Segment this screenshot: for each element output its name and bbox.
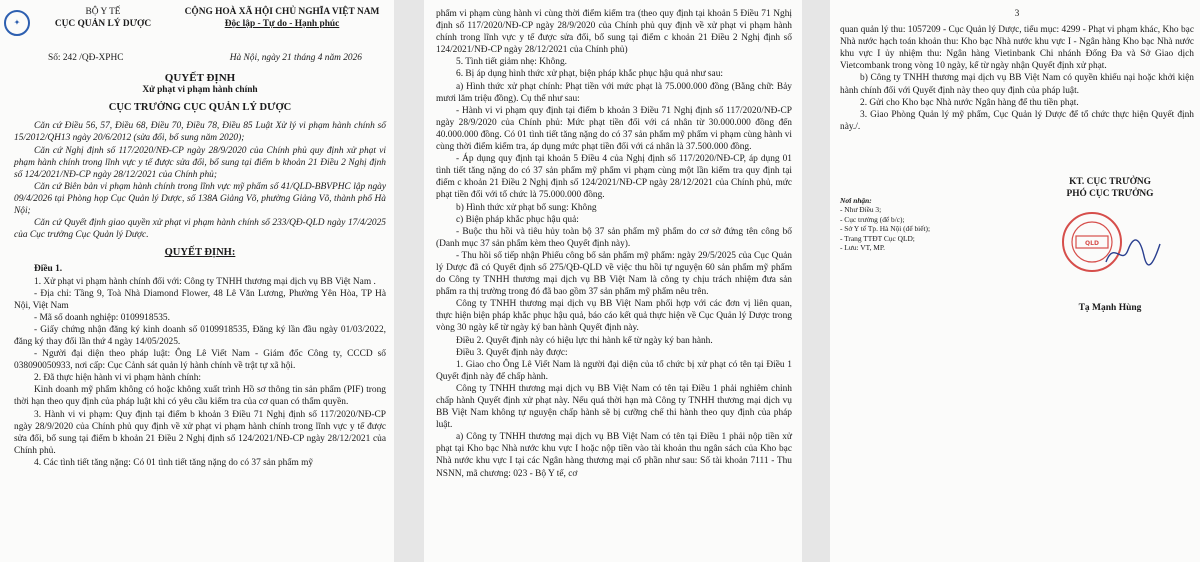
body-paragraph: 6. Bị áp dụng hình thức xử phạt, biện pháp khắc phục hậu quả như sau: (456, 69, 724, 80)
article-paragraph: Điều 2. Quyết định này có hiệu lực thi hành kể từ ngày ký ban hành. (456, 335, 713, 346)
body-paragraph: Kinh doanh mỹ phẩm không có hoặc không xuất trình Hồ sơ thông tin sản phẩm (PIF) trong thời hạn theo quy định của pháp luật khi có yêu cầu kiểm tra của cơ quan có thẩm quyền. (14, 385, 386, 408)
page-gap (802, 0, 830, 562)
body-paragraph: - Giấy chứng nhận đăng ký kinh doanh số 0109918535, Đăng ký lần đầu ngày 01/03/2022, đăng ký thay đổi lần thứ 4 ngày 14/05/2025. (14, 324, 386, 347)
svg-text:QLD: QLD (1085, 240, 1099, 247)
motto: Độc lập - Tự do - Hạnh phúc (224, 19, 340, 30)
body-paragraph: 2. Gửi cho Kho bạc Nhà nước Ngân hàng để thu tiền phạt. (860, 97, 1079, 108)
agency-block (14, 6, 178, 50)
article-paragraph: Điều 3. Quyết định này được: (456, 347, 568, 358)
document-page-1 (0, 0, 394, 562)
body-paragraph: 3. Hành vi vi phạm: Quy định tại điểm b khoản 3 Điều 71 Nghị định số 117/2020/NĐ-CP ngày 28/9/2020 của Chính phủ quy định về xử phạt vi phạm hành chính trong lĩnh vực y tế được sửa đổi, bổ sung tại điểm b khoản 21 Điều 2 Nghị định số 124/2021/NĐ-CP ngày 28/12/2021 của Chính phủ. (14, 409, 386, 456)
sign-role: KT. CỤC TRƯỞNG (1069, 177, 1151, 187)
body-paragraph: 5. Tình tiết giảm nhẹ: Không. (456, 57, 568, 68)
national-block (178, 6, 386, 50)
body-paragraph: - Thu hồi số tiếp nhận Phiếu công bố sản phẩm mỹ phẩm: ngày 29/5/2025 của Cục Quản lý Dược đã có Quyết định số 275/QĐ-QLD về việc thu hồi tự nguyện 60 sản phẩm mỹ phẩm do Công ty TNHH thương mại dịch vụ BB Việt Nam là công ty chịu trách nhiệm đưa sản phẩm ra thị trường trong đó đã bao gồm 37 sản phẩm mỹ phẩm nêu trên. (436, 250, 792, 298)
doc-number: Số: 242 /QĐ-XPHC (48, 53, 124, 63)
body-paragraph: - Địa chỉ: Tầng 9, Toà Nhà Diamond Flower, 48 Lê Văn Lương, Phường Yên Hòa, TP Hà Nội, Việt Nam (14, 288, 386, 311)
doc-title: QUYẾT ĐỊNH (164, 72, 236, 85)
body-paragraph: Công ty TNHH thương mại dịch vụ BB Việt Nam phối hợp với các đơn vị liên quan, thực hiện biện pháp khắc phục hậu quả, báo cáo kết quả thực hiện về Cục Quản lý Dược trong vòng 30 ngày kể từ ngày ký ban hành Quyết định này. (436, 299, 792, 334)
body-paragraph: phẩm vi phạm cùng hành vi cùng thời điểm kiểm tra (theo quy định tại khoản 5 Điều 71 Nghị định số 117/2020/NĐ-CP ngày 28/9/2020 của Chính phủ quy định về xử phạt vi phạm hành chính trong lĩnh vực y tế được sửa đổi, bổ sung tại điểm c khoản 21 Điều 2 Nghị định số 124/2021/NĐ-CP ngày 28/12/2021 của Chính phủ) (436, 9, 792, 56)
issuer-heading: CỤC TRƯỞNG CỤC QUẢN LÝ DƯỢC (108, 102, 292, 114)
body-paragraph: c) Biện pháp khắc phục hậu quả: (456, 214, 579, 225)
body-paragraph: b) Công ty TNHH thương mại dịch vụ BB Việt Nam có quyền khiếu nại hoặc khởi kiện hành chính đối với Quyết định này theo quy định của pháp luật. (840, 73, 1194, 96)
country-name: CỘNG HOÀ XÃ HỘI CHỦ NGHĨA VIỆT NAM (184, 7, 380, 17)
doc-subtitle: Xử phạt vi phạm hành chính (142, 85, 258, 96)
signer-name: Tạ Mạnh Hùng (1078, 303, 1142, 313)
number-date-line (14, 52, 386, 64)
recipient-item: - Lưu: VT, MP. (840, 243, 885, 253)
page-gap (394, 0, 424, 562)
recipients-title: Nơi nhận: (840, 196, 872, 205)
document-header (14, 6, 386, 50)
signature-graphic (1102, 232, 1162, 272)
page-number: 3 (1014, 9, 1020, 19)
body-paragraph: 3. Giao Phòng Quản lý mỹ phẩm, Cục Quản lý Dược để tổ chức thực hiện Quyết định này./. (840, 109, 1194, 132)
article-heading: Điều 1. (34, 264, 63, 275)
place-date: Hà Nội, ngày 21 tháng 4 năm 2026 (229, 53, 362, 63)
agency-parent: BỘ Y TẾ (85, 7, 121, 17)
body-paragraph: quan quản lý thu: 1057209 - Cục Quản lý Dược, tiểu mục: 4299 - Phạt vi phạm khác, Kho bạc Nhà nước hạch toán khoản thu: Kho bạc Nhà nước khu vực I - Ngân hàng Kho bạc Nhà nước khu vực I ủy nhiệm thu: Ngân hàng Vietinbank Chi nhánh Đống Đa và Sở Giao dịch Vietcombank trong vòng 10 ngày, kể từ ngày nhận Quyết định xử phạt. (840, 25, 1194, 72)
sign-role: PHÓ CỤC TRƯỞNG (1066, 189, 1154, 200)
seal-icon: ✦ (4, 10, 30, 36)
recipients-block (840, 196, 980, 252)
body-paragraph: - Áp dụng quy định tại khoản 5 Điều 4 của Nghị định số 117/2020/NĐ-CP, áp dụng 01 tình tiết tăng nặng do có 37 sản phẩm mỹ phẩm vi phạm cùng một lần kiểm tra quy định tại điểm c khoản 21 Điều 2 Nghị định số 124/2021/NĐ-CP ngày 28/12/2021 của Chính phủ, mức phạt tiền đối với tổ chức là 75.000.000 đồng. (436, 154, 792, 201)
body-paragraph: - Mã số doanh nghiệp: 0109918535. (34, 312, 170, 323)
body-paragraph: 1. Giao cho Ông Lê Viết Nam là người đại diện của tổ chức bị xử phạt có tên tại Điều 1 Quyết định này để chấp hành. (436, 359, 792, 382)
document-page-2 (424, 0, 802, 562)
body-paragraph: b) Hình thức xử phạt bổ sung: Không (456, 202, 597, 213)
legal-basis: Căn cứ Biên bản vi phạm hành chính trong lĩnh vực mỹ phẩm số 41/QLD-BBVPHC lập ngày 09/4/2026 tại Phòng họp Cục Quản lý Dược, số 138A Giảng Võ, phường Giảng Võ, thành phố Hà Nội; (14, 181, 386, 217)
legal-basis: Căn cứ Điều 56, 57, Điều 68, Điều 70, Điều 78, Điều 85 Luật Xử lý vi phạm hành chính số 15/2012/QH13 ngày 20/6/2012 (sửa đổi, bổ sung năm 2020); (14, 121, 386, 144)
decides-heading: QUYẾT ĐỊNH: (164, 247, 236, 259)
body-paragraph: 2. Đã thực hiện hành vi vi phạm hành chính: (34, 373, 202, 384)
recipient-item: - Cục trưởng (để b/c); (840, 214, 905, 224)
signature-block (1028, 176, 1192, 313)
body-paragraph: - Buộc thu hồi và tiêu hủy toàn bộ 37 sản phẩm mỹ phẩm do cơ sở đứng tên công bố (Danh mục 37 sản phẩm kèm theo Quyết định này). (436, 226, 792, 249)
recipient-item: - Như Điều 3; (840, 205, 882, 215)
body-paragraph: 1. Xử phạt vi phạm hành chính đối với: Công ty TNHH thương mại dịch vụ BB Việt Nam . (34, 276, 376, 287)
legal-basis: Căn cứ Nghị định số 117/2020/NĐ-CP ngày 28/9/2020 của Chính phủ quy định xử phạt vi phạm hành chính trong lĩnh vực y tế được sửa đổi, bổ sung tại điểm b khoản 21 Điều 2 Nghị định số 124/2021/NĐ-CP ngày 28/12/2021 của Chính phủ; (14, 145, 386, 180)
body-paragraph: a) Hình thức xử phạt chính: Phạt tiền với mức phạt là 75.000.000 đồng (Bằng chữ: Bảy mươi lăm triệu đồng). Cụ thể như sau: (436, 81, 792, 104)
recipient-item: - Trang TTĐT Cục QLD; (840, 233, 915, 243)
body-paragraph: Công ty TNHH thương mại dịch vụ BB Việt Nam có tên tại Điều 1 phải nghiêm chỉnh chấp hành Quyết định xử phạt này. Nếu quá thời hạn mà Công ty TNHH thương mại dịch vụ BB Việt Nam không tự nguyện chấp hành sẽ bị cưỡng chế thi hành theo quy định của pháp luật. (436, 383, 792, 431)
body-paragraph: 4. Các tình tiết tăng nặng: Có 01 tình tiết tăng nặng do có 37 sản phẩm mỹ (34, 457, 314, 468)
body-paragraph: - Người đại diện theo pháp luật: Ông Lê Viết Nam - Giám đốc Công ty, CCCD số 038090050933, nơi cấp: Cục Cảnh sát quản lý hành chính về trật tự xã hội. (14, 349, 386, 372)
body-paragraph: - Hành vi vi phạm quy định tại điểm b khoản 3 Điều 71 Nghị định số 117/2020/NĐ-CP ngày 28/9/2020 của Chính phủ: Mức phạt tiền đối với cá nhân từ 30.000.000 đồng đến 40.000.000 đồng. Có 01 tình tiết tăng nặng do có 37 sản phẩm mỹ phẩm vi phạm cùng hành vi cùng thời điểm kiểm tra, áp dụng mức phạt tiền đối với cá nhân là 37.500.000 đồng. (436, 105, 792, 153)
legal-basis: Căn cứ Quyết định giao quyền xử phạt vi phạm hành chính số 233/QĐ-QLD ngày 17/4/2025 của Cục trưởng Cục Quản lý Dược. (14, 218, 386, 241)
body-paragraph: a) Công ty TNHH thương mại dịch vụ BB Việt Nam có tên tại Điều 1 phải nộp tiền xử phạt tại Kho bạc Nhà nước khu vực I hoặc nộp tiền vào tài khoản thu ngân sách của Kho bạc Nhà nước khu vực I tại các Ngân hàng thương mại cổ phần như sau: Số tài khoản 7111 - Thu NSNN, mã chương: 023 - Bộ Y tế, cơ (436, 432, 792, 479)
recipient-item: - Sở Y tế Tp. Hà Nội (để biết); (840, 224, 931, 234)
document-page-3 (830, 0, 1200, 562)
agency-name: CỤC QUẢN LÝ DƯỢC (54, 19, 152, 30)
